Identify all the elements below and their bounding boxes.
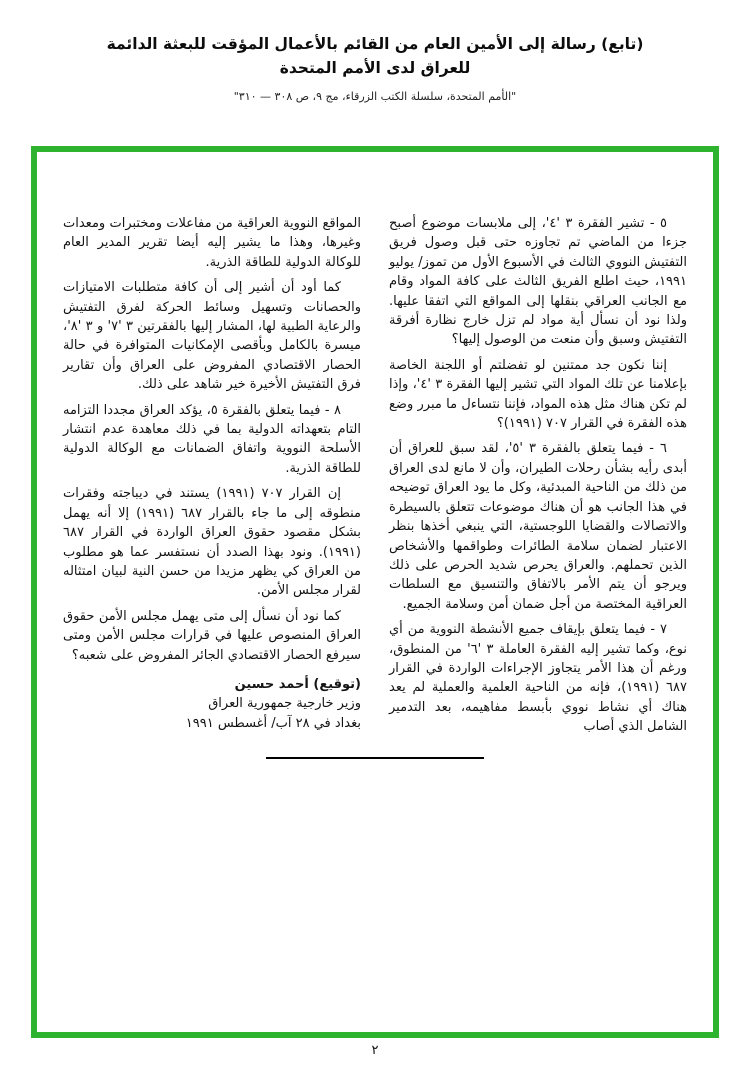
page-number: ٢ [371,1043,379,1058]
content-frame [31,146,719,1038]
document-title-line-2: للعراق لدى الأمم المتحدة [279,59,471,77]
paragraph-7-continuation: المواقع النووية العراقية من مفاعلات ومختبرات ومعدات وغيرها، وهذا ما يشير إليه أيضا تقرير المدير العام للوكالة الدولية للطاقة الذرية. [63,216,361,270]
left-column [63,214,361,743]
paragraph-closing-question: كما نود أن نسأل إلى متى يهمل مجلس الأمن حقوق العراق المنصوص عليها في قرارات مجلس الأمن ومتى سيرفع الحصار الاقتصادي الجائر المفروض على شعبه؟ [63,608,361,663]
signature-block [63,675,361,733]
signature-date: بغداد في ٢٨ آب/ أغسطس ١٩٩١ [185,715,361,731]
paragraph-6: ٦ - فيما يتعلق بالفقرة ٣ '٥'، لقد سبق للعراق أن أبدى رأيه بشأن رحلات الطيران، وأن لا مانع لدى العراق من ذلك من الناحية المبدئية، وكل ما يود العراق توضيحه في هذا الجانب هو أن هناك موضوعات تتعلق بالسيطرة والاتصالات والقضايا اللوجستية، التي ينبغي أخذها بنظر الاعتبار لضمان سلامة الطائرات وطواقمها والأشخاص الذين تحملهم. والعراق يحرص شديد الحرص على ذلك ويرجو أن يتم الأمر بالاتفاق والتنسيق مع السلطات العراقية المختصة من أجل ضمان أمن وسلامة الجميع. [389,441,687,612]
document-title-line-1: (تابع) رسالة إلى الأمين العام من القائم بالأعمال المؤقت للبعثة الدائمة [106,35,644,53]
two-column-text [37,152,713,743]
signature-title: وزير خارجية جمهورية العراق [208,696,361,712]
right-column [389,214,687,743]
paragraph-privileges: كما أود أن أشير إلى أن كافة متطلبات الامتيازات والحصانات وتسهيل وسائط الحركة لفرق التفتيش والرعاية الطبية لها، المشار إليها بالفقرتين ٣ '٧' و ٣ '٨'، ميسرة بالكامل وبأقصى الإمكانيات المتوافرة في حالة الحصار الاقتصادي المفروض على العراق وأن تقارير فرق التفتيش الأخيرة خير شاهد على ذلك. [63,280,361,393]
paragraph-8: ٨ - فيما يتعلق بالفقرة ٥، يؤكد العراق مجددا التزامه التام بتعهداته الدولية بما في ذلك معاهدة عدم انتشار الأسلحة النووية واتفاق الضمانات مع الوكالة الدولية للطاقة الذرية. [63,402,361,476]
document-header [0,0,750,103]
document-source-citation: "الأمم المتحدة، سلسلة الكتب الزرقاء، مج ٩، ص ٣٠٨ — ٣١٠" [233,90,517,103]
paragraph-5: ٥ - تشير الفقرة ٣ '٤'، إلى ملابسات موضوع أصبح جزءا من الماضي تم تجاوزه حتى قبل وصول فريق التفتيش النووي الثالث في الأسبوع الأول من تموز/ يوليو ١٩٩١، حيث اطلع الفريق الثالث على كافة المواد وقام مع الجانب العراقي بنقلها إلى المواقع التي اتفقا عليها. ولذا نود أن نسأل أية مواد لم تزل خارج نظارة أفرقة التفتيش وسبق وأن منعت من الوصول إليها؟ [389,216,687,348]
signature-name: (توقيع) أحمد حسين [234,676,361,692]
section-divider [266,757,484,759]
paragraph-resolution-707: إن القرار ٧٠٧ (١٩٩١) يستند في ديباجته وفقرات منطوقه إلى ما جاء بالقرار ٦٨٧ (١٩٩١) إلا أنه يهمل بشكل مقصود حقوق العراق الواردة في القرار ٦٨٧ (١٩٩١). ونود بهذا الصدد أن نستفسر عما هو مطلوب من العراق كي يظهر مزيدا من حسن النية لبيان امتثاله لقرار مجلس الأمن. [63,486,362,599]
paragraph-5-followup: إننا نكون جد ممتنين لو تفضلتم أو اللجنة الخاصة بإعلامنا عن تلك المواد التي تشير إليها الفقرة ٣ '٤'، وإذا لم تكن هناك مثل هذه المواد، فإننا نتساءل ما مبرر وضع هذه الفقرة في القرار ٧٠٧ (١٩٩١)؟ [389,357,687,432]
paragraph-7: ٧ - فيما يتعلق بإيقاف جميع الأنشطة النووية من أي نوع، وكما تشير إليه الفقرة العاملة ٣ '٦' من المنطوق، ورغم أن هذا الأمر يتجاوز الإجراءات الواردة في القرار ٦٨٧ (١٩٩١)، فإنه من الناحية العلمية والعملية لم يعد هناك أي نشاط نووي بأبسط مفاهيمه، بعد التدمير الشامل الذي أصاب [389,622,687,735]
